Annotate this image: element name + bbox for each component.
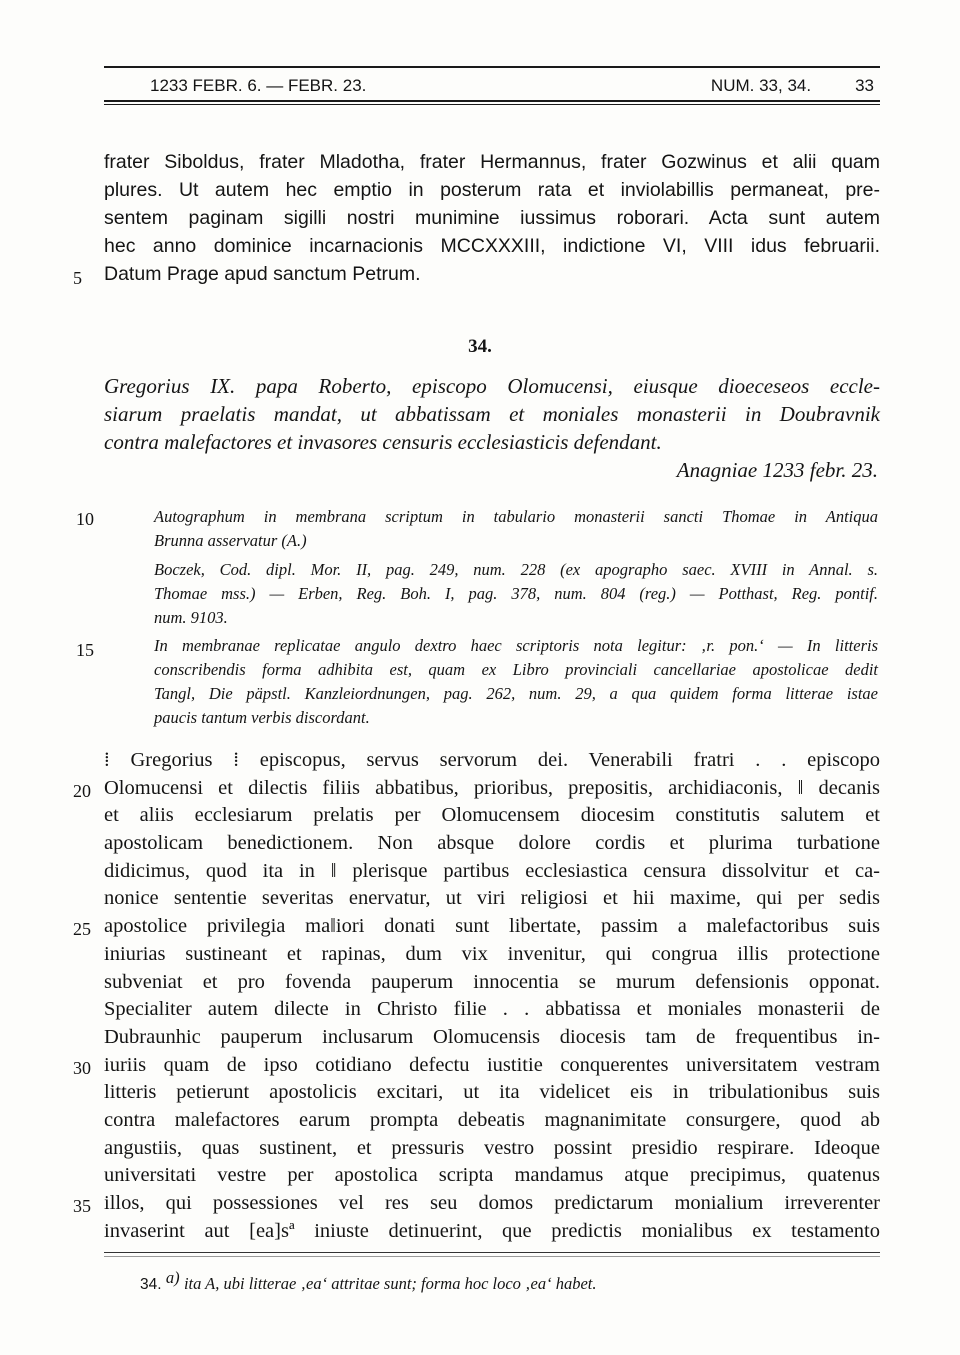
footnote-rule xyxy=(104,1252,880,1253)
regest-line: contra malefactores et invasores censuris ecclesiasticis defendant. xyxy=(104,430,662,454)
text-line: invaserint aut [ea]sª iniuste detinuerint, que predictis monialibus ex testamento xyxy=(104,1219,880,1242)
text-line: universitati vestre per apostolica scripta mandamus atque precipimus, quatenus xyxy=(104,1164,880,1187)
regest-line: Gregorius IX. papa Roberto, episcopo Olomucensi, eiusque dioeceseos eccle- xyxy=(104,374,880,398)
header-rule-bottom xyxy=(104,100,880,102)
regest xyxy=(104,372,880,456)
text-line: Specialiter autem dilecte in Christo filie . . abbatissa et moniales monasterii de xyxy=(104,998,880,1021)
running-header xyxy=(150,74,874,98)
source-note-scribe xyxy=(154,634,878,730)
line-number: 25 xyxy=(73,919,91,940)
text-line: 25 apostolice privilegia ma‖iori donati sunt libertate, passim a malefactoribus suis xyxy=(104,913,880,941)
text-line: hec anno dominice incarnacionis MCCXXXIII, indictione VI, VIII idus februarii. xyxy=(104,235,880,257)
text-line: contra malefactores earum prompta debeatis magnanimitate consurgere, quod ab xyxy=(104,1108,880,1131)
text-line: 35 illos, qui possessiones vel res seu domos predictarum monialium irreverenter xyxy=(104,1190,880,1218)
note-line: In membranae replicatae angulo dextro haec scriptoris nota legitur: ‚r. pon.‘ — In litteris xyxy=(154,636,878,655)
footnote-rule-thin xyxy=(104,1256,880,1257)
line-number: 10 xyxy=(76,509,94,529)
source-note-editions xyxy=(154,558,878,630)
footnote-ref: 34. xyxy=(140,1276,162,1294)
text-line: ⁞ Gregorius ⁞ episcopus, servus servorum dei. Venerabili fratri . . episcopo xyxy=(104,749,880,771)
source-note-autograph xyxy=(154,505,878,553)
text-line: didicimus, quod ita in ‖ plerisque partibus ecclesiastica censura dissolvitur et ca- xyxy=(104,859,880,882)
header-doc-numbers: NUM. 33, 34. xyxy=(710,76,812,95)
text-line: nonice sententie severitas enervatur, ut viri religiosi et hii maxime, qui per sedis xyxy=(104,887,880,910)
text-line: plures. Ut autem hec emptio in posterum rata et inviolabillis permaneat, pre- xyxy=(104,179,880,201)
footnote-text: ita A, ubi litterae ‚ea‘ attritae sunt; forma hoc loco ‚ea‘ habet. xyxy=(183,1274,597,1294)
footnote xyxy=(140,1268,597,1294)
place-date: Anagniae 1233 febr. 23. xyxy=(676,458,878,482)
note-line: Brunna asservatur (A.) xyxy=(154,531,307,550)
text-line: angustiis, quas sustinent, et pressuris vestro possint presidio respirare. Ideoque xyxy=(104,1136,880,1159)
text-line: 5 Datum Prage apud sanctum Petrum. xyxy=(104,260,880,288)
header-rule-thin xyxy=(104,104,880,105)
line-number: 20 xyxy=(73,780,91,801)
page-number: 33 xyxy=(855,76,874,95)
line-number: 30 xyxy=(73,1057,91,1078)
text-line: litteris petierunt apostolicis excitari, ut ita videlicet eis in tribulationibus suis xyxy=(104,1081,880,1104)
header-rule-top xyxy=(104,66,880,68)
text-line: subveniat et pro fovenda pauperum innocentia se murum defensionis opponat. xyxy=(104,970,880,993)
note-line: paucis tantum verbis discordant. xyxy=(154,708,370,727)
line-number: 5 xyxy=(73,268,82,288)
text-line: et aliis ecclesiarum prelatis per Olomucensem diocesim constitutis salutem et xyxy=(104,804,880,827)
note-line: num. 9103. xyxy=(154,608,228,627)
text-line: iniurias sustineant et rapinas, dum vix invenitur, qui congrua illis protectione xyxy=(104,942,880,965)
document-text xyxy=(73,747,880,1245)
note-line: Thomae mss.) — Erben, Reg. Boh. I, pag. 378, num. 804 (reg.) — Potthast, Reg. pontif. xyxy=(154,584,878,603)
regest-line: siarum praelatis mandat, ut abbatissam et moniales monasterii in Doubravnik xyxy=(104,402,880,426)
header-date-range: 1233 FEBR. 6. — FEBR. 23. xyxy=(150,76,367,95)
note-line: Autographum in membrana scriptum in tabulario monasterii sancti Thomae in Antiqua xyxy=(154,507,878,526)
text-line: 20 Olomucensi et dilectis filiis abbatibus, prioribus, prepositis, archidiaconis, ‖ decanis xyxy=(104,775,880,803)
text-line: sentem paginam sigilli nostri munimine iussimus roborari. Acta sunt autem xyxy=(104,207,880,229)
line-number: 35 xyxy=(73,1196,91,1216)
text-line: frater Siboldus, frater Mladotha, frater Hermannus, frater Gozwinus et alii quam xyxy=(104,151,880,173)
text-line: 30 iuriis quam de ipso cotidiano defectu iustitie conquerentes universitatem vestram xyxy=(104,1052,880,1080)
note-line: Boczek, Cod. dipl. Mor. II, pag. 249, num. 228 (ex apographo saec. XVIII in Annal. s. xyxy=(154,560,878,579)
note-line: Tangl, Die päpstl. Kanzleiordnungen, pag. 262, num. 29, a qua quidem forma litterae istae xyxy=(154,684,878,703)
footnote-marker: a) xyxy=(165,1268,180,1287)
previous-document-text xyxy=(73,148,880,288)
line-number: 15 xyxy=(76,640,94,660)
text-line: Dubraunhic pauperum inclusarum Olomucensis diocesis tam de frequentibus in- xyxy=(104,1025,880,1048)
text-line: apostolicam benedictionem. Non absque dolore cordis et plurima turbatione xyxy=(104,832,880,855)
note-line: conscribendis forma adhibita est, quam ex Libro provinciali cancellariae apostolicae dedit xyxy=(154,660,878,679)
document-number: 34. xyxy=(468,336,492,357)
